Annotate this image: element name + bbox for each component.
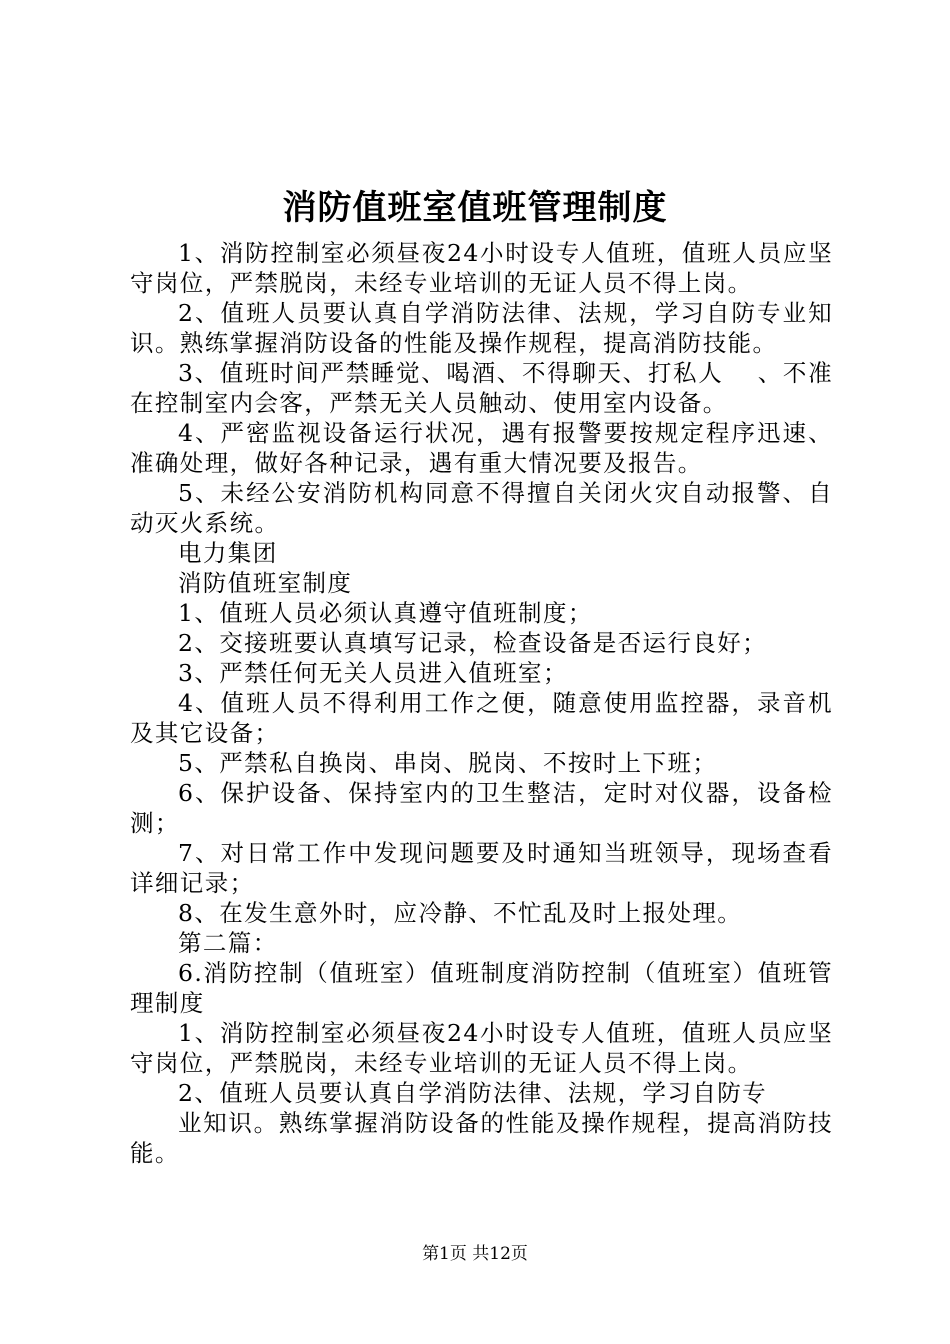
document-title: 消防值班室值班管理制度 <box>282 188 668 228</box>
part-two-paragraph-2-continued: 业知识。熟练掌握消防设备的性能及操作规程，提高消防技能。 <box>130 1109 833 1167</box>
organization-name: 电力集团 <box>178 539 278 567</box>
rule-7: 7、对日常工作中发现问题要及时通知当班领导，现场查看详细记录； <box>130 839 833 897</box>
paragraph-5: 5、未经公安消防机构同意不得擅自关闭火灾自动报警、自动灭火系统。 <box>130 479 833 537</box>
rule-2: 2、交接班要认真填写记录，检查设备是否运行良好； <box>178 629 768 657</box>
rule-8: 8、在发生意外时，应冷静、不忙乱及时上报处理。 <box>178 899 743 927</box>
paragraph-4: 4、严密监视设备运行状况，遇有报警要按规定程序迅速、准确处理，做好各种记录，遇有重大情况要及报告。 <box>130 419 833 477</box>
rule-1: 1、值班人员必须认真遵守值班制度； <box>178 599 593 627</box>
section-heading: 消防值班室制度 <box>178 569 353 597</box>
page-number-footer: 第1页 共12页 <box>422 1244 528 1264</box>
paragraph-1: 1、消防控制室必须昼夜24小时设专人值班，值班人员应坚守岗位，严禁脱岗，未经专业培训的无证人员不得上岗。 <box>130 239 833 297</box>
part-two-heading: 第二篇： <box>178 929 278 957</box>
rule-3: 3、严禁任何无关人员进入值班室； <box>178 659 568 687</box>
rule-4: 4、值班人员不得利用工作之便，随意使用监控器，录音机及其它设备； <box>130 689 833 747</box>
paragraph-3: 3、值班时间严禁睡觉、喝酒、不得聊天、打私人 、不准在控制室内会客，严禁无关人员触动、使用室内设备。 <box>130 359 833 417</box>
part-two-paragraph-2: 2、值班人员要认真自学消防法律、法规，学习自防专 <box>178 1079 768 1107</box>
rule-5: 5、严禁私自换岗、串岗、脱岗、不按时上下班； <box>178 749 718 777</box>
part-two-title: 6.消防控制（值班室）值班制度消防控制（值班室）值班管理制度 <box>130 959 833 1017</box>
rule-6: 6、保护设备、保持室内的卫生整洁，定时对仪器，设备检测； <box>130 779 833 837</box>
paragraph-2: 2、值班人员要认真自学消防法律、法规，学习自防专业知识。熟练掌握消防设备的性能及操作规程，提高消防技能。 <box>130 299 833 357</box>
document-body <box>130 238 833 1168</box>
part-two-paragraph-1: 1、消防控制室必须昼夜24小时设专人值班，值班人员应坚守岗位，严禁脱岗，未经专业培训的无证人员不得上岗。 <box>130 1019 833 1077</box>
